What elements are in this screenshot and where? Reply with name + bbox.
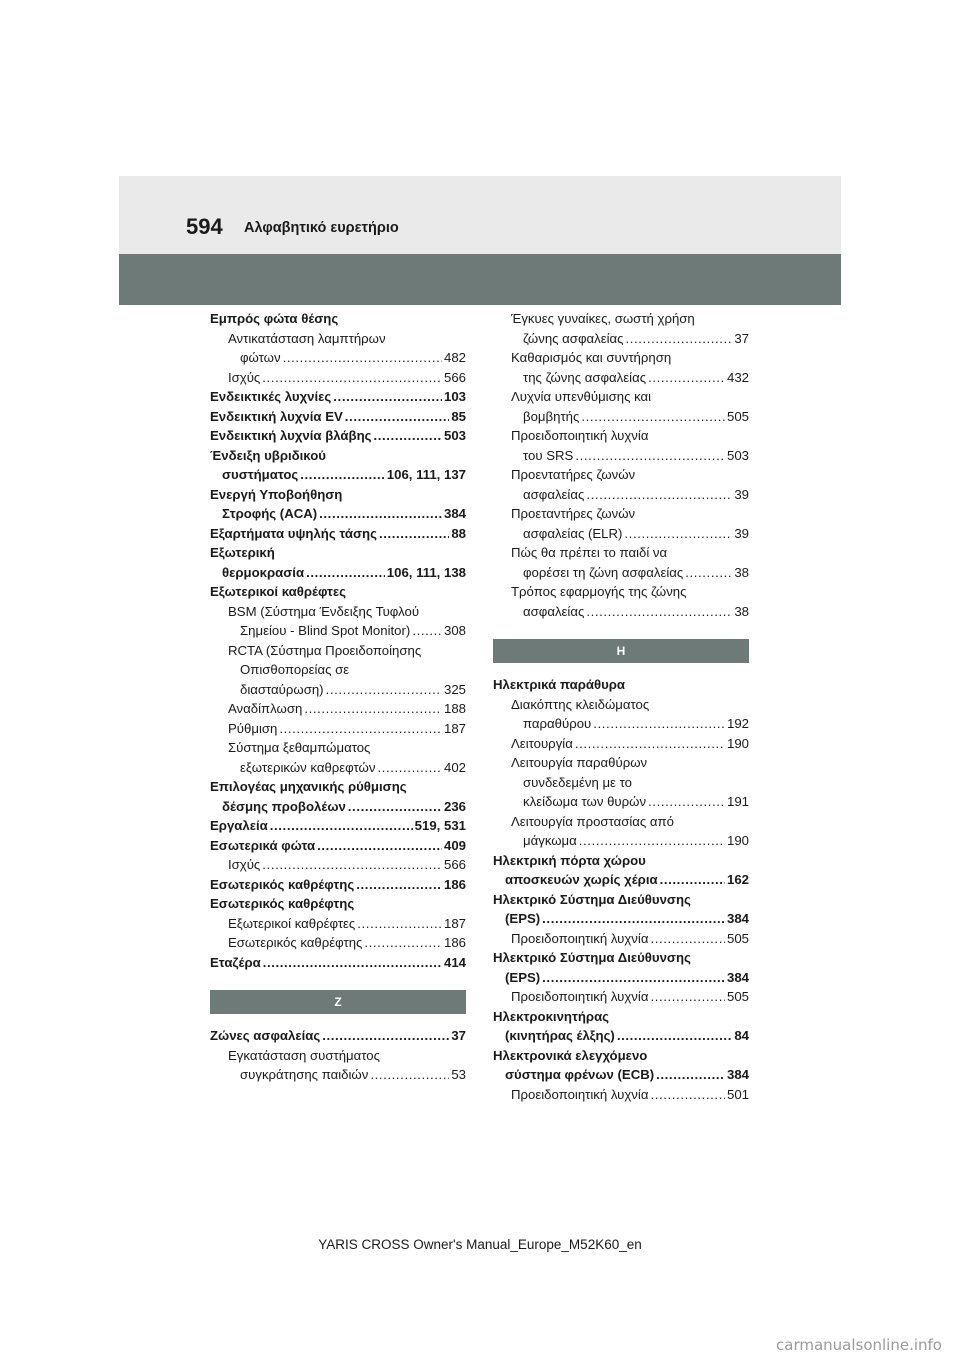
page-reference[interactable]: 505 xyxy=(726,408,749,424)
page-reference[interactable]: 188 xyxy=(443,701,466,716)
index-entry-text: Ηλεκτροκινητήρας xyxy=(493,1008,610,1024)
index-entry xyxy=(210,524,466,544)
dot-leader xyxy=(300,465,385,485)
index-entry xyxy=(210,446,466,485)
index-entry-text: Σύστημα ξεθαμπώματος xyxy=(228,740,371,755)
index-entry-text: σύστημα φρένων (ECB) xyxy=(505,1067,655,1082)
index-entry-text: αποσκευών χωρίς χέρια xyxy=(505,872,658,887)
index-entry-text: Εσωτερικός καθρέφτης xyxy=(210,896,355,911)
page-reference[interactable]: 37 xyxy=(734,330,749,346)
index-entry xyxy=(210,426,466,446)
index-entry xyxy=(493,1007,749,1046)
index-subentry xyxy=(493,695,749,734)
index-entry-text: Εργαλεία xyxy=(210,818,268,833)
index-entry-text: Ηλεκτρικό Σύστημα Διεύθυνσης xyxy=(493,950,691,965)
page-reference[interactable]: 384 xyxy=(443,506,466,521)
page-reference[interactable]: 402 xyxy=(443,759,466,775)
index-entry xyxy=(210,836,466,856)
index-entry xyxy=(493,851,749,890)
index-entry-text: ασφαλείας (ELR) xyxy=(523,525,623,541)
index-entry-text: Αναδίπλωση xyxy=(228,701,303,716)
dot-leader xyxy=(364,933,442,953)
index-entry-text: συνδεδεμένη με το xyxy=(523,774,632,790)
page-reference[interactable]: 53 xyxy=(451,1067,466,1082)
watermark: carmanualsonline.info xyxy=(776,1336,942,1354)
index-entry xyxy=(493,948,749,987)
index-entry-text: Εξωτερικοί καθρέφτες xyxy=(228,915,356,931)
index-entry-text: της ζώνης ασφαλείας xyxy=(523,369,647,385)
page-reference[interactable]: 503 xyxy=(726,447,749,463)
index-column-left xyxy=(210,309,466,1085)
dot-leader xyxy=(575,446,725,466)
dot-leader xyxy=(660,870,725,890)
dot-leader xyxy=(685,563,732,583)
dot-leader xyxy=(263,953,442,973)
index-entry-text: Εξωτερική xyxy=(210,545,275,560)
index-entry-text: Ισχύς xyxy=(228,857,261,872)
index-entry-text: Στροφής (ACA) xyxy=(222,506,318,521)
index-entry-text: ζώνης ασφαλείας xyxy=(523,330,624,346)
index-entry-text: συστήματος xyxy=(222,467,299,482)
index-entry-text: RCTA (Σύστημα Προειδοποίησης xyxy=(228,642,422,658)
index-entry-text: φώτων xyxy=(240,350,281,365)
page-reference[interactable]: 187 xyxy=(443,915,466,931)
dot-leader xyxy=(581,407,725,427)
page-reference[interactable]: 409 xyxy=(443,837,466,853)
index-entry-text: (κινητήρας έλξης) xyxy=(505,1028,615,1043)
index-entry xyxy=(210,875,466,895)
page-reference[interactable]: 566 xyxy=(443,369,466,385)
index-entry-text: Προειδοποιητική λυχνία xyxy=(511,1086,649,1102)
page-reference[interactable]: 39 xyxy=(734,486,749,502)
dot-leader xyxy=(377,758,442,778)
index-entry-text: Πώς θα πρέπει το παιδί να xyxy=(511,545,668,560)
index-entry-text: Ενεργή Υποβοήθηση xyxy=(210,486,343,502)
index-entry xyxy=(493,890,749,929)
dot-leader xyxy=(304,699,442,719)
index-entry-text: Τρόπος εφαρμογής της ζώνης xyxy=(511,584,687,599)
index-entry-text: Λυχνία υπενθύμισης και xyxy=(511,389,652,404)
page-reference[interactable]: 325 xyxy=(443,681,466,697)
index-subentry xyxy=(210,914,466,934)
index-entry-text: Σημείου - Blind Spot Monitor) xyxy=(240,623,411,638)
index-entry-text: του SRS xyxy=(523,447,574,463)
index-subentry xyxy=(493,987,749,1007)
dot-leader xyxy=(379,524,449,544)
dot-leader xyxy=(648,792,725,812)
dot-leader xyxy=(617,1026,733,1046)
index-subentry xyxy=(493,582,749,621)
index-entry-text: εξωτερικών καθρεφτών xyxy=(240,759,376,775)
dot-leader xyxy=(586,485,732,505)
index-entry-text: Ηλεκτρονικά ελεγχόμενο xyxy=(493,1047,648,1063)
dot-leader xyxy=(593,714,725,734)
index-subentry xyxy=(210,602,466,641)
page-reference[interactable]: 38 xyxy=(734,603,749,619)
index-subentry xyxy=(210,329,466,368)
page-reference[interactable]: 503 xyxy=(443,428,466,443)
section-letter-bar: Η xyxy=(493,639,749,663)
page-reference[interactable]: 384 xyxy=(726,1067,749,1082)
dot-leader xyxy=(356,875,442,895)
page-reference[interactable]: 186 xyxy=(443,876,466,892)
page-reference[interactable]: 162 xyxy=(726,872,749,887)
index-entry-text: Προειδοποιητική λυχνία xyxy=(511,989,649,1004)
index-entry-text: Ενδεικτική λυχνία βλάβης xyxy=(210,428,372,443)
index-entry-text: Ρύθμιση xyxy=(228,720,278,736)
index-subentry xyxy=(493,504,749,543)
page-reference[interactable]: 106, 111, 138 xyxy=(386,564,466,580)
page-reference[interactable]: 88 xyxy=(451,525,466,541)
page-reference[interactable]: 190 xyxy=(726,735,749,751)
index-subentry xyxy=(493,387,749,426)
index-entry-text: Ηλεκτρικό Σύστημα Διεύθυνσης xyxy=(493,891,691,907)
index-entry xyxy=(210,777,466,816)
index-entry-text: φορέσει τη ζώνη ασφαλείας xyxy=(523,564,684,580)
index-entry-text: Εμπρός φώτα θέσης xyxy=(210,311,339,326)
index-entry-text: Εγκατάσταση συστήματος xyxy=(228,1047,380,1063)
index-entry-text: Έγκυες γυναίκες, σωστή χρήση xyxy=(511,311,695,326)
page-title: Αλφαβητικό ευρετήριο xyxy=(244,220,399,236)
index-entry-text: Ηλεκτρική πόρτα χώρου xyxy=(493,852,646,868)
dot-leader xyxy=(648,368,725,388)
index-entry-text: παραθύρου xyxy=(523,716,592,731)
dot-leader xyxy=(650,987,725,1007)
index-subentry xyxy=(493,465,749,504)
page-reference[interactable]: 190 xyxy=(726,833,749,848)
index-subentry xyxy=(210,641,466,700)
footer-manual-id: YARIS CROSS Owner's Manual_Europe_M52K60_en xyxy=(318,1237,642,1252)
index-entry-text: κλείδωμα των θυρών xyxy=(523,794,647,809)
index-subentry xyxy=(493,734,749,754)
index-subentry xyxy=(210,933,466,953)
dot-leader xyxy=(326,680,442,700)
index-entry xyxy=(210,387,466,407)
index-entry-text: Εξωτερικοί καθρέφτες xyxy=(210,584,347,599)
dot-leader xyxy=(374,426,442,446)
header-band xyxy=(119,176,841,254)
page-reference[interactable]: 192 xyxy=(726,716,749,731)
page-reference[interactable]: 37 xyxy=(451,1028,466,1043)
dot-leader xyxy=(650,929,725,949)
dot-leader xyxy=(283,348,442,368)
index-subentry xyxy=(210,1046,466,1085)
index-subentry xyxy=(493,543,749,582)
index-subentry xyxy=(493,812,749,851)
dot-leader xyxy=(333,387,442,407)
index-entry-text: Εσωτερικός καθρέφτης xyxy=(210,876,355,892)
page-reference[interactable]: 505 xyxy=(726,989,749,1004)
index-entry xyxy=(493,675,749,695)
index-entry-text: Αντικατάσταση λαμπτήρων xyxy=(228,330,386,346)
index-entry xyxy=(210,894,466,914)
dot-leader xyxy=(650,1085,725,1105)
index-entry-text: Λειτουργία παραθύρων xyxy=(511,755,648,770)
index-entry-text: θερμοκρασία xyxy=(222,564,305,580)
dot-leader xyxy=(345,407,450,427)
page-reference[interactable]: 186 xyxy=(443,935,466,950)
index-subentry xyxy=(210,368,466,388)
index-entry xyxy=(210,953,466,973)
index-entry-text: BSM (Σύστημα Ένδειξης Τυφλού xyxy=(228,603,420,619)
index-entry xyxy=(210,543,466,582)
dot-leader xyxy=(348,797,442,817)
index-entry-text: Προεταντήρες ζωνών xyxy=(511,506,636,521)
page-reference[interactable]: 414 xyxy=(443,954,466,970)
index-entry-text: Ισχύς xyxy=(228,369,261,385)
page-reference[interactable]: 85 xyxy=(451,408,466,424)
index-entry-text: Καθαρισμός και συντήρηση xyxy=(511,350,672,365)
dot-leader xyxy=(579,831,725,851)
index-subentry xyxy=(493,309,749,348)
index-column-right xyxy=(493,309,749,1104)
index-subentry xyxy=(210,719,466,739)
page-reference[interactable]: 501 xyxy=(726,1086,749,1102)
page-reference[interactable]: 106, 111, 137 xyxy=(386,467,466,482)
index-subentry xyxy=(493,753,749,812)
page-reference[interactable]: 384 xyxy=(726,969,749,985)
dot-leader xyxy=(586,602,732,622)
index-subentry xyxy=(493,426,749,465)
index-entry-text: Ενδεικτικές λυχνίες xyxy=(210,389,332,404)
page-reference[interactable]: 103 xyxy=(443,389,466,404)
index-entry-text: Επιλογέας μηχανικής ρύθμισης xyxy=(210,779,407,794)
index-entry-text: ασφαλείας xyxy=(523,486,585,502)
dot-leader xyxy=(322,1026,449,1046)
index-entry-text: διασταύρωση) xyxy=(240,681,324,697)
index-entry-text: Εσωτερικός καθρέφτης xyxy=(228,935,363,950)
dot-leader xyxy=(542,968,725,988)
index-entry-text: ασφαλείας xyxy=(523,603,585,619)
page-reference[interactable]: 384 xyxy=(726,911,749,926)
index-entry-text: Λειτουργία προστασίας από xyxy=(511,813,674,829)
section-letter-bar: Ζ xyxy=(210,990,466,1014)
dot-leader xyxy=(262,368,442,388)
header-dark-band xyxy=(119,254,841,305)
page-reference[interactable]: 236 xyxy=(443,798,466,814)
index-entry-text: Προεντατήρες ζωνών xyxy=(511,467,636,482)
index-entry-text: Εσωτερικά φώτα xyxy=(210,837,316,853)
index-entry xyxy=(210,407,466,427)
dot-leader xyxy=(656,1065,725,1085)
index-entry-text: Ένδειξη υβριδικού xyxy=(210,447,326,463)
page-reference[interactable]: 505 xyxy=(726,930,749,946)
index-entry xyxy=(210,309,466,329)
dot-leader xyxy=(542,909,725,929)
page-reference[interactable]: 482 xyxy=(443,350,466,365)
index-subentry xyxy=(493,929,749,949)
index-subentry xyxy=(210,699,466,719)
dot-leader xyxy=(624,524,732,544)
index-entry-text: συγκράτησης παιδιών xyxy=(240,1067,369,1082)
page-reference[interactable]: 84 xyxy=(734,1028,749,1043)
index-entry xyxy=(210,582,466,602)
index-entry-text: Ηλεκτρικά παράθυρα xyxy=(493,677,626,692)
index-entry-text: δέσμης προβολέων xyxy=(222,798,346,814)
index-entry xyxy=(210,816,466,836)
index-entry-text: βομβητής xyxy=(523,408,580,424)
dot-leader xyxy=(270,816,413,836)
index-subentry xyxy=(210,738,466,777)
index-subentry xyxy=(493,348,749,387)
index-entry-text: (EPS) xyxy=(505,969,541,985)
index-entry-text: μάγκωμα xyxy=(523,833,577,848)
index-entry-text: Προειδοποιητική λυχνία xyxy=(511,428,649,443)
index-entry xyxy=(210,485,466,524)
index-entry-text: Διακόπτης κλειδώματος xyxy=(511,696,650,712)
dot-leader xyxy=(319,504,442,524)
index-entry xyxy=(493,1046,749,1085)
dot-leader xyxy=(279,719,442,739)
page-reference[interactable]: 38 xyxy=(734,564,749,580)
index-entry-text: Εταζέρα xyxy=(210,954,261,970)
dot-leader xyxy=(262,855,442,875)
dot-leader xyxy=(357,914,442,934)
index-entry-text: Οπισθοπορείας σε xyxy=(240,662,350,677)
page-reference[interactable]: 432 xyxy=(726,369,749,385)
index-entry-text: Ζώνες ασφαλείας xyxy=(210,1028,321,1043)
dot-leader xyxy=(317,836,442,856)
dot-leader xyxy=(412,621,442,641)
index-entry-text: Εξαρτήματα υψηλής τάσης xyxy=(210,525,377,541)
page-reference[interactable]: 519, 531 xyxy=(414,818,466,833)
index-subentry xyxy=(493,1085,749,1105)
index-entry-text: (EPS) xyxy=(505,911,541,926)
dot-leader xyxy=(626,329,733,349)
page-reference[interactable]: 39 xyxy=(734,525,749,541)
index-entry-text: Προειδοποιητική λυχνία xyxy=(511,930,649,946)
dot-leader xyxy=(370,1065,449,1085)
page-reference[interactable]: 191 xyxy=(726,794,749,809)
page-reference[interactable]: 566 xyxy=(443,857,466,872)
page-reference[interactable]: 308 xyxy=(443,623,466,638)
index-entry xyxy=(210,1026,466,1046)
index-entry-text: Λειτουργία xyxy=(511,735,573,751)
page-reference[interactable]: 187 xyxy=(443,720,466,736)
dot-leader xyxy=(575,734,725,754)
page-number: 594 xyxy=(186,214,223,239)
index-entry-text: Ενδεικτική λυχνία EV xyxy=(210,408,343,424)
index-subentry xyxy=(210,855,466,875)
dot-leader xyxy=(306,563,385,583)
